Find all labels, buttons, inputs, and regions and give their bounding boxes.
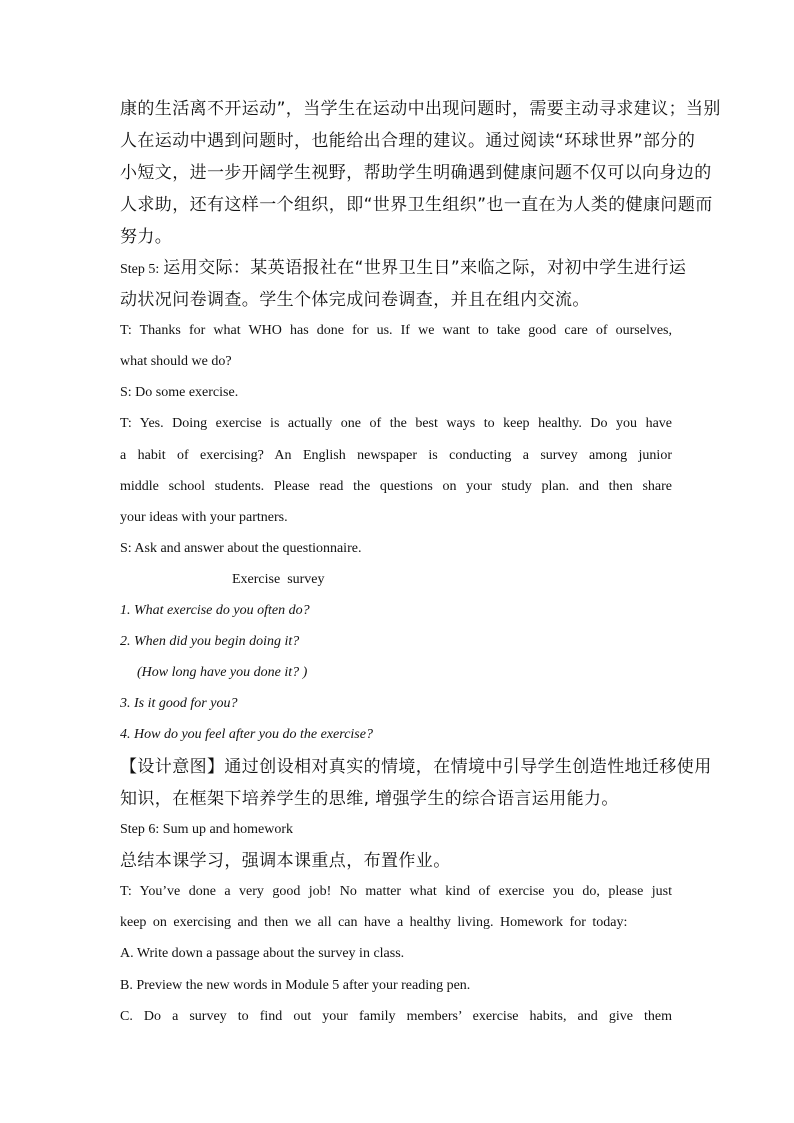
dialogue1-line-6: middle school students. Please read the questions on your study plan. and then share (120, 479, 672, 494)
intro-line-1: 康的生活离不开运动”，当学生在运动中出现问题时，需要主动寻求建议；当别 (120, 99, 721, 119)
design-intent-line-2: 知识，在框架下培养学生的思维, 增强学生的综合语言运用能力。 (120, 789, 619, 809)
dialogue2-line-5: C. Do a survey to find out your family members’ exercise habits, and give them (120, 1009, 672, 1024)
survey-question-2: 2. When did you begin doing it? (120, 634, 300, 649)
dialogue1-line-4: T: Yes. Doing exercise is actually one of the best ways to keep healthy. Do you have (120, 416, 672, 431)
dialogue2-line-1: T: You’ve done a very good job! No matter what kind of exercise you do, please just (120, 884, 672, 899)
intro-line-5: 努力。 (120, 227, 173, 247)
intro-line-4: 人求助，还有这样一个组织，即“世界卫生组织”也一直在为人类的健康问题而 (120, 195, 713, 215)
dialogue2-line-2: keep on exercising and then we all can have a healthy living. Homework for today: (120, 915, 628, 930)
step5-text: 运用交际：某英语报社在“世界卫生日”来临之际，对初中学生进行运 (163, 258, 687, 278)
dialogue1-line-7: your ideas with your partners. (120, 510, 288, 525)
dialogue1-line-2: what should we do? (120, 354, 232, 369)
survey-question-1: 1. What exercise do you often do? (120, 603, 310, 618)
survey-title: Exercise survey (232, 572, 325, 587)
dialogue1-line-8: S: Ask and answer about the questionnaire. (120, 541, 362, 556)
dialogue1-line-1: T: Thanks for what WHO has done for us. If we want to take good care of ourselves, (120, 323, 672, 338)
step5-label: Step 5: (120, 262, 160, 277)
dialogue1-line-3: S: Do some exercise. (120, 385, 239, 400)
step6-cn: 总结本课学习，强调本课重点，布置作业。 (120, 851, 451, 871)
survey-question-4: 4. How do you feel after you do the exercise? (120, 727, 373, 742)
survey-question-3: 3. Is it good for you? (120, 696, 238, 711)
dialogue1-line-5: a habit of exercising? An English newspaper is conducting a survey among junior (120, 448, 672, 463)
intro-line-3: 小短文，进一步开阔学生视野，帮助学生明确遇到健康问题不仅可以向身边的 (120, 163, 712, 183)
step5-line-2: 动状况问卷调查。学生个体完成问卷调查，并且在组内交流。 (120, 290, 590, 310)
survey-question-2-sub: (How long have you done it? ) (137, 665, 308, 680)
dialogue2-line-4: B. Preview the new words in Module 5 after your reading pen. (120, 978, 471, 993)
step5-line-1 (120, 258, 687, 278)
design-intent-line-1: 【设计意图】通过创设相对真实的情境，在情境中引导学生创造性地迁移使用 (120, 757, 712, 777)
intro-line-2: 人在运动中遇到问题时，也能给出合理的建议。通过阅读“环球世界”部分的 (120, 131, 696, 151)
step6-title: Step 6: Sum up and homework (120, 822, 294, 837)
dialogue2-line-3: A. Write down a passage about the survey in class. (120, 946, 405, 961)
